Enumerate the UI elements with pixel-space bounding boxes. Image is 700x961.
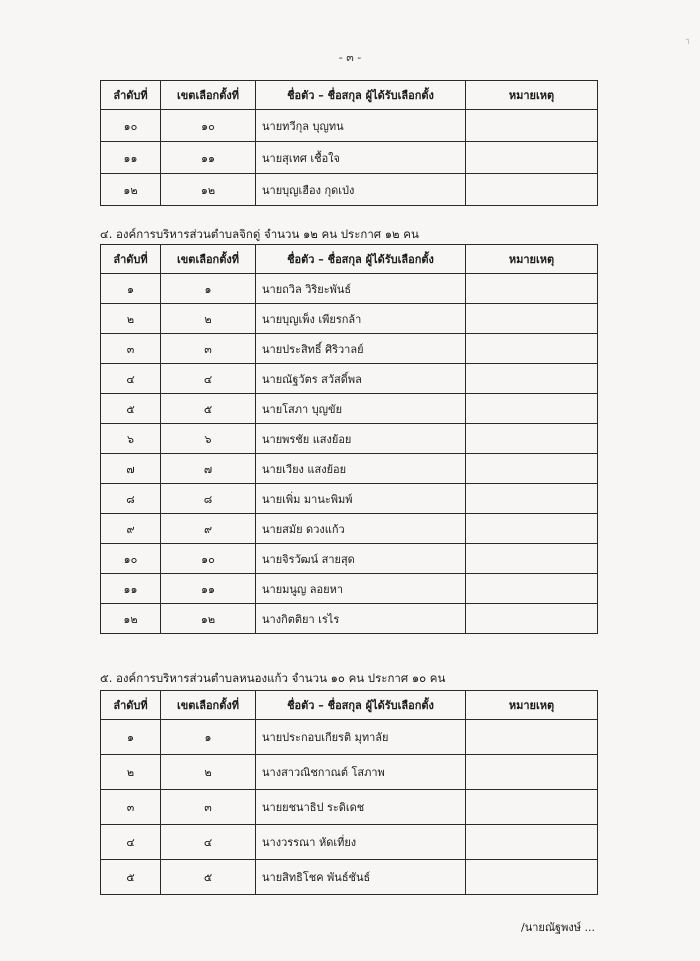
cell-district: ๑๑	[161, 574, 256, 604]
header-name: ชื่อตัว – ชื่อสกุล ผู้ได้รับเลือกตั้ง	[256, 245, 466, 274]
table-row	[101, 604, 598, 634]
cell-name: นายถวิล วิริยะพันธ์	[256, 274, 466, 304]
cell-remark	[466, 274, 598, 304]
cell-name: นายทวีกุล บุญทน	[256, 110, 466, 142]
cell-name: นายพรชัย แสงย้อย	[256, 424, 466, 454]
cell-order: ๕	[101, 860, 161, 895]
cell-order: ๑๐	[101, 544, 161, 574]
header-district: เขตเลือกตั้งที่	[161, 691, 256, 720]
cell-district: ๑	[161, 720, 256, 755]
scan-corner-mark: ┐	[686, 35, 691, 44]
section-5-title: ๕. องค์การบริหารส่วนตำบลหนองแก้ว จำนวน ๑๐ คน ประกาศ ๑๐ คน	[100, 671, 446, 685]
cell-name: นายสุเทศ เชื้อใจ	[256, 142, 466, 174]
cell-order: ๓	[101, 790, 161, 825]
table-row	[101, 825, 598, 860]
cell-name: นายสิทธิโชค พันธ์ชันธ์	[256, 860, 466, 895]
cell-name: นายณัฐวัตร สวัสดิ์พล	[256, 364, 466, 394]
results-table-section-4	[100, 244, 598, 634]
table-row	[101, 454, 598, 484]
cell-name: นายประกอบเกียรติ มุทาลัย	[256, 720, 466, 755]
cell-district: ๑	[161, 274, 256, 304]
results-table-section-5	[100, 690, 598, 895]
page-number: - ๓ -	[338, 51, 362, 64]
cell-order: ๑๑	[101, 142, 161, 174]
cell-remark	[466, 174, 598, 206]
cell-name: นายเวียง แสงย้อย	[256, 454, 466, 484]
cell-name: นายมนูญ ลอยหา	[256, 574, 466, 604]
table-row	[101, 174, 598, 206]
cell-name: นายบุญเพ็ง เพียรกล้า	[256, 304, 466, 334]
cell-order: ๘	[101, 484, 161, 514]
table-row	[101, 274, 598, 304]
table-row	[101, 514, 598, 544]
header-remark: หมายเหตุ	[466, 245, 598, 274]
cell-name: นายยชนาธิป ระดิเดช	[256, 790, 466, 825]
cell-district: ๑๐	[161, 544, 256, 574]
cell-name: นายสมัย ดวงแก้ว	[256, 514, 466, 544]
table-header-row	[101, 691, 598, 720]
cell-remark	[466, 364, 598, 394]
table-row	[101, 755, 598, 790]
cell-name: นางกิตติยา เรไร	[256, 604, 466, 634]
header-district: เขตเลือกตั้งที่	[161, 81, 256, 110]
cell-order: ๗	[101, 454, 161, 484]
cell-order: ๑๒	[101, 174, 161, 206]
cell-name: นายบุญเฮือง กุดเป่ง	[256, 174, 466, 206]
cell-order: ๖	[101, 424, 161, 454]
cell-order: ๑	[101, 274, 161, 304]
cell-district: ๑๒	[161, 174, 256, 206]
table-row	[101, 394, 598, 424]
cell-name: นางสาวณิชกาณต์ โสภาพ	[256, 755, 466, 790]
table-row	[101, 142, 598, 174]
cell-district: ๔	[161, 364, 256, 394]
cell-name: นายจิรวัฒน์ สายสุด	[256, 544, 466, 574]
table-row	[101, 334, 598, 364]
cell-remark	[466, 755, 598, 790]
cell-order: ๑	[101, 720, 161, 755]
cell-order: ๔	[101, 364, 161, 394]
header-order: ลำดับที่	[101, 691, 161, 720]
cell-remark	[466, 720, 598, 755]
table-header-row	[101, 245, 598, 274]
table-row	[101, 304, 598, 334]
cell-remark	[466, 304, 598, 334]
table-row	[101, 544, 598, 574]
header-name: ชื่อตัว – ชื่อสกุล ผู้ได้รับเลือกตั้ง	[256, 81, 466, 110]
cell-district: ๑๒	[161, 604, 256, 634]
cell-order: ๑๐	[101, 110, 161, 142]
table-row	[101, 364, 598, 394]
table-header-row	[101, 81, 598, 110]
section-4-title: ๔. องค์การบริหารส่วนตำบลจิกดู่ จำนวน ๑๒ คน ประกาศ ๑๒ คน	[100, 227, 419, 241]
cell-order: ๓	[101, 334, 161, 364]
cell-remark	[466, 860, 598, 895]
header-district: เขตเลือกตั้งที่	[161, 245, 256, 274]
table-row	[101, 860, 598, 895]
cell-remark	[466, 484, 598, 514]
table-row	[101, 574, 598, 604]
header-order: ลำดับที่	[101, 245, 161, 274]
cell-remark	[466, 334, 598, 364]
cell-district: ๒	[161, 304, 256, 334]
cell-name: นายประสิทธิ์ ศิริวาลย์	[256, 334, 466, 364]
table-row	[101, 790, 598, 825]
cell-district: ๘	[161, 484, 256, 514]
cell-remark	[466, 790, 598, 825]
cell-district: ๕	[161, 860, 256, 895]
table-row	[101, 484, 598, 514]
cell-remark	[466, 604, 598, 634]
header-order: ลำดับที่	[101, 81, 161, 110]
table-row	[101, 424, 598, 454]
header-remark: หมายเหตุ	[466, 691, 598, 720]
cell-name: นายเพิ่ม มานะพิมพ์	[256, 484, 466, 514]
cell-name: นายโสภา บุญขัย	[256, 394, 466, 424]
cell-remark	[466, 454, 598, 484]
cell-district: ๗	[161, 454, 256, 484]
cell-district: ๖	[161, 424, 256, 454]
cell-district: ๙	[161, 514, 256, 544]
table-row	[101, 110, 598, 142]
cell-remark	[466, 394, 598, 424]
cell-district: ๔	[161, 825, 256, 860]
cell-order: ๔	[101, 825, 161, 860]
cell-remark	[466, 142, 598, 174]
results-table-continued	[100, 80, 598, 206]
cell-remark	[466, 574, 598, 604]
cell-remark	[466, 514, 598, 544]
cell-district: ๒	[161, 755, 256, 790]
cell-district: ๑๑	[161, 142, 256, 174]
continued-next-page-note: /นายณัฐพงษ์ ...	[521, 921, 595, 934]
cell-remark	[466, 110, 598, 142]
cell-order: ๒	[101, 755, 161, 790]
cell-name: นางวรรณา หัดเที่ยง	[256, 825, 466, 860]
cell-order: ๑๑	[101, 574, 161, 604]
cell-order: ๒	[101, 304, 161, 334]
cell-order: ๕	[101, 394, 161, 424]
cell-remark	[466, 544, 598, 574]
cell-district: ๑๐	[161, 110, 256, 142]
header-remark: หมายเหตุ	[466, 81, 598, 110]
cell-order: ๙	[101, 514, 161, 544]
table-row	[101, 720, 598, 755]
cell-district: ๓	[161, 790, 256, 825]
cell-district: ๕	[161, 394, 256, 424]
header-name: ชื่อตัว – ชื่อสกุล ผู้ได้รับเลือกตั้ง	[256, 691, 466, 720]
cell-order: ๑๒	[101, 604, 161, 634]
cell-remark	[466, 424, 598, 454]
cell-district: ๓	[161, 334, 256, 364]
cell-remark	[466, 825, 598, 860]
